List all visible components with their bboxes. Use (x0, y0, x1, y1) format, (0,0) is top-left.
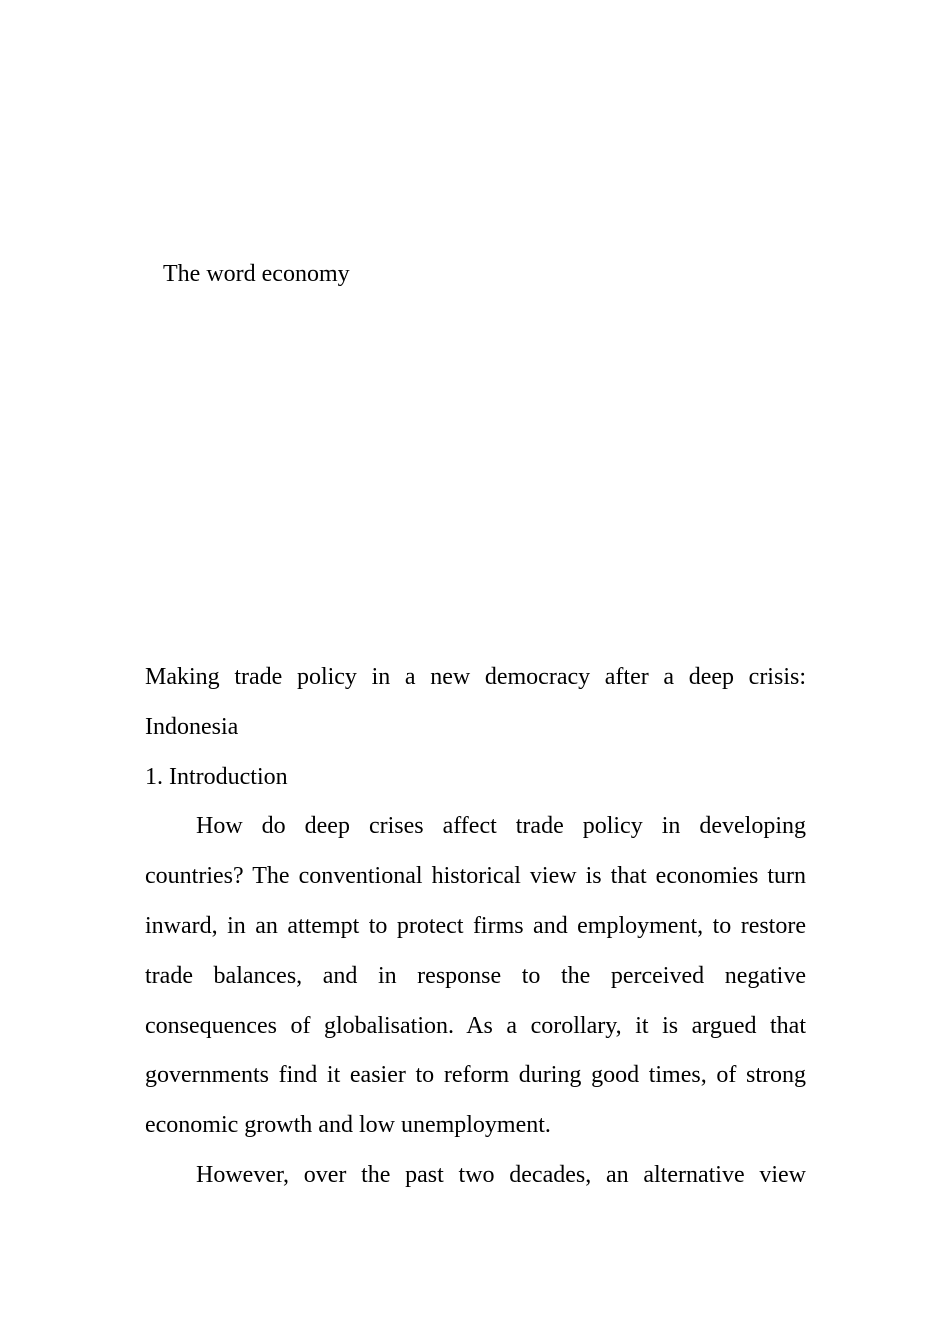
paragraph-2: However, over the past two decades, an alternative view (196, 1161, 806, 1188)
document-body (145, 653, 806, 1201)
paragraph-1: How do deep crises affect trade policy in developing countries? The conventional historical view is that economies turn inward, in an attempt to protect firms and employment, to restore trade balances, and in response to the perceived negative consequences of globalisation. As a corollary, it is argued that governments find it easier to reform during good times, of strong economic growth and low unemployment. (145, 813, 806, 1139)
section-heading: 1. Introduction (145, 763, 288, 790)
document-title: Making trade policy in a new democracy after a deep crisis: Indonesia (145, 664, 806, 740)
header-note: The word economy (163, 261, 350, 287)
